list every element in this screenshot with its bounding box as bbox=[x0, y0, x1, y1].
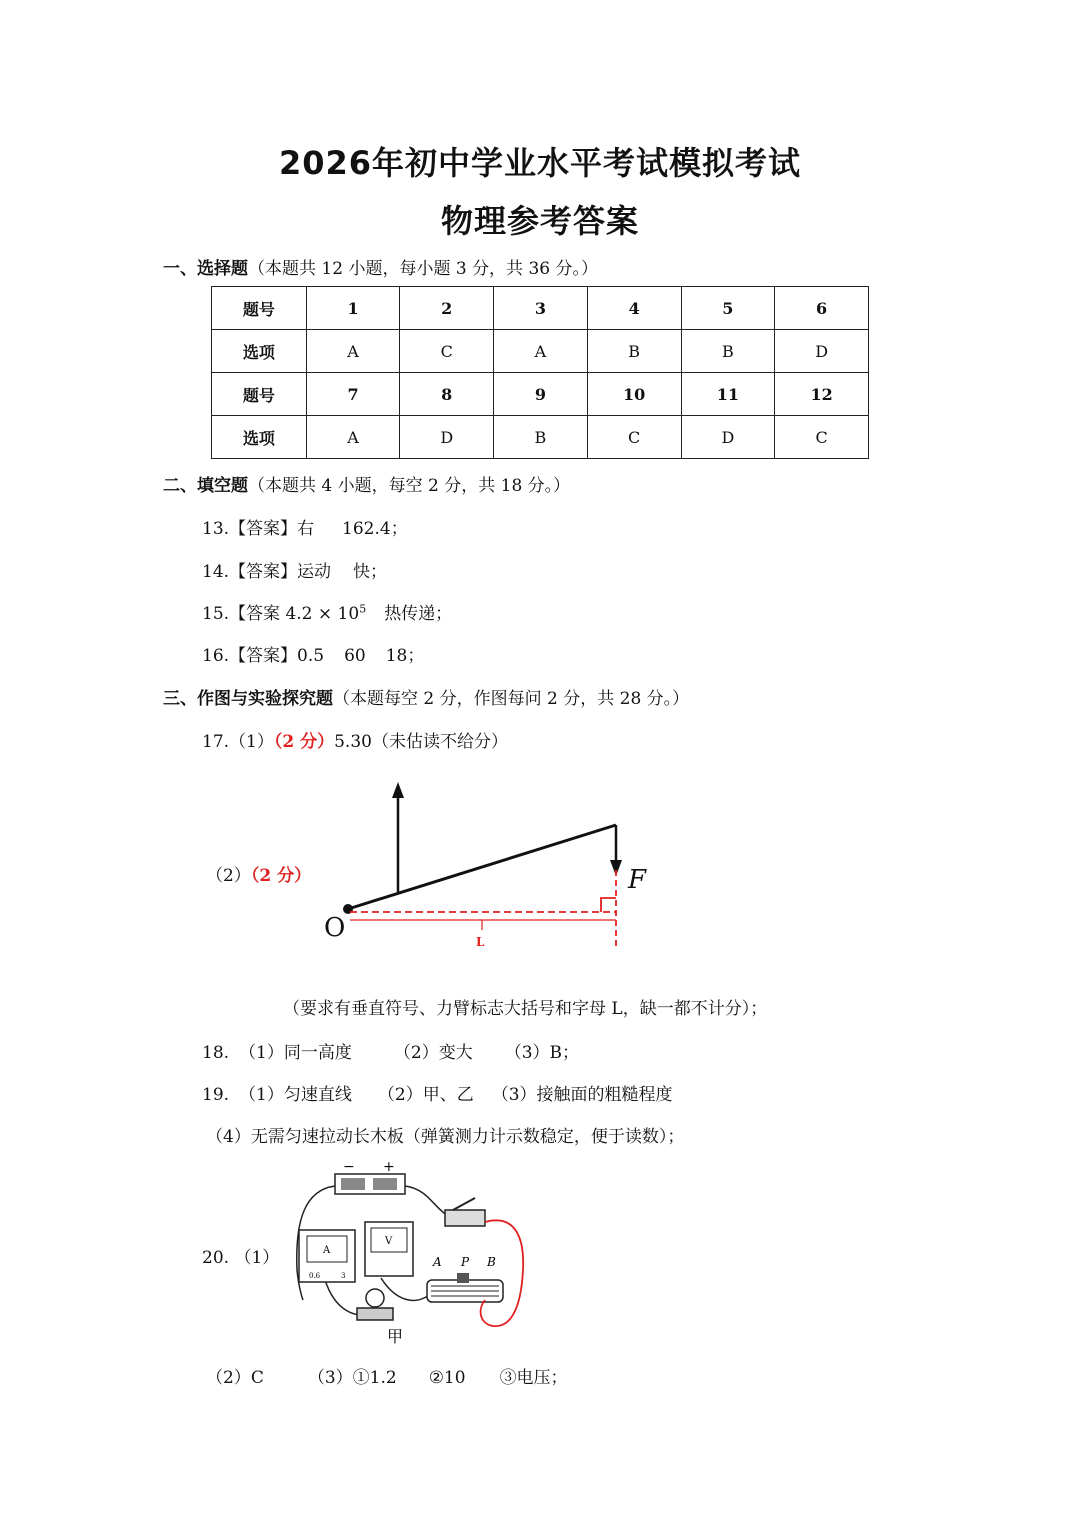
section-2-label: 二、填空题 bbox=[163, 476, 248, 496]
question-number: 10 bbox=[587, 373, 681, 416]
circuit-figure bbox=[285, 1160, 535, 1350]
table-row bbox=[212, 416, 869, 459]
answer-value: （3）①1.2 bbox=[307, 1368, 397, 1388]
question-number: 9 bbox=[494, 373, 588, 416]
section-1-heading bbox=[163, 254, 598, 279]
section-3-label: 三、作图与实验探究题 bbox=[163, 689, 333, 709]
answer-20-2-3 bbox=[206, 1363, 568, 1388]
answer-option: C bbox=[775, 416, 869, 459]
answer-13 bbox=[202, 514, 408, 539]
answer-15 bbox=[202, 599, 452, 624]
answer-value: （3）接触面的粗糙程度 bbox=[491, 1085, 673, 1105]
answer-value: 60 bbox=[344, 646, 366, 666]
question-number: 11 bbox=[681, 373, 775, 416]
answer-17-2 bbox=[206, 861, 311, 886]
switch-icon bbox=[445, 1210, 485, 1226]
answer-prefix: 15.【答案 bbox=[202, 604, 286, 624]
answer-value: 0.5 bbox=[297, 646, 325, 666]
answer-value: （1）同一高度 bbox=[239, 1043, 352, 1063]
rheostat-label-a: A bbox=[433, 1255, 442, 1269]
battery-cell bbox=[373, 1178, 397, 1190]
question-number: 1 bbox=[306, 287, 400, 330]
answer-value: 162.4； bbox=[342, 519, 408, 539]
page-title: 2026年初中学业水平考试模拟考试 bbox=[278, 144, 802, 182]
section-1-note: （本题共 12 小题，每小题 3 分，共 36 分。） bbox=[248, 259, 599, 279]
ammeter-scale: 3 bbox=[341, 1272, 346, 1280]
answer-value: ③电压； bbox=[499, 1368, 568, 1388]
score-note: （2 分） bbox=[250, 866, 312, 886]
answer-option: A bbox=[306, 330, 400, 373]
rheostat-label-b: B bbox=[487, 1255, 496, 1269]
bulb-icon bbox=[366, 1289, 384, 1307]
label-minus: − bbox=[343, 1160, 355, 1175]
answer-prefix: 13.【答案】 bbox=[202, 519, 298, 539]
rheostat-slider bbox=[457, 1273, 469, 1283]
answer-value: （2）甲、乙 bbox=[377, 1085, 474, 1105]
answer-17-1 bbox=[202, 727, 508, 752]
question-number: 18. bbox=[202, 1043, 230, 1063]
answer-17-requirement: （要求有垂直符号、力臂标志大括号和字母 L，缺一都不计分）； bbox=[283, 999, 768, 1019]
upward-arrowhead-icon bbox=[392, 782, 404, 798]
answer-value: （2）变大 bbox=[393, 1043, 473, 1063]
answer-value: 4.2 × 10 bbox=[285, 604, 360, 624]
answer-value: （3）B； bbox=[504, 1043, 580, 1063]
answer-prefix: 14.【答案】 bbox=[202, 562, 298, 582]
question-number: 12 bbox=[775, 373, 869, 416]
answer-option: D bbox=[400, 416, 494, 459]
answer-value: ②10 bbox=[428, 1368, 466, 1388]
answer-prefix: （2） bbox=[206, 866, 251, 886]
question-number: 4 bbox=[587, 287, 681, 330]
answer-19 bbox=[202, 1080, 673, 1105]
answer-prefix: 17.（1） bbox=[202, 732, 274, 752]
bulb-base bbox=[357, 1308, 393, 1320]
row-label: 题号 bbox=[212, 373, 307, 416]
section-3-note: （本题每空 2 分，作图每问 2 分，共 28 分。） bbox=[333, 689, 690, 709]
answer-option: D bbox=[775, 330, 869, 373]
rheostat-label-p: P bbox=[461, 1255, 470, 1269]
table-row bbox=[212, 330, 869, 373]
figure-caption: 甲 bbox=[387, 1327, 404, 1346]
answer-value: （1）匀速直线 bbox=[239, 1085, 352, 1105]
answer-wire bbox=[481, 1220, 524, 1326]
answer-option: C bbox=[587, 416, 681, 459]
answer-option: C bbox=[400, 330, 494, 373]
answer-option: A bbox=[494, 330, 588, 373]
section-2-heading bbox=[163, 471, 570, 496]
answer-option: B bbox=[681, 330, 775, 373]
voltmeter-label: V bbox=[385, 1236, 393, 1247]
answer-value: 运动 bbox=[297, 562, 332, 582]
row-label: 选项 bbox=[212, 416, 307, 459]
question-number: 7 bbox=[306, 373, 400, 416]
wire bbox=[381, 1278, 433, 1300]
question-number: 8 bbox=[400, 373, 494, 416]
battery-cell bbox=[341, 1178, 365, 1190]
row-label: 选项 bbox=[212, 330, 307, 373]
page-subtitle: 物理参考答案 bbox=[440, 202, 639, 240]
answer-value: （2）C bbox=[206, 1368, 264, 1388]
answer-18 bbox=[202, 1038, 579, 1063]
switch-lever bbox=[453, 1198, 475, 1210]
answer-option: B bbox=[494, 416, 588, 459]
answer-table bbox=[211, 286, 869, 459]
exponent: 5 bbox=[359, 602, 367, 616]
label-o: O bbox=[324, 913, 346, 943]
table-row bbox=[212, 373, 869, 416]
ammeter-label: A bbox=[323, 1245, 331, 1256]
ammeter-scale: 0.6 bbox=[309, 1272, 321, 1280]
label-plus: + bbox=[383, 1160, 395, 1175]
answer-value: 右 bbox=[297, 519, 315, 539]
question-number: 3 bbox=[494, 287, 588, 330]
answer-value: 热传递； bbox=[384, 604, 453, 624]
answer-value: 5.30（未估读不给分） bbox=[334, 732, 508, 752]
section-2-note: （本题共 4 小题，每空 2 分，共 18 分。） bbox=[248, 476, 571, 496]
table-row bbox=[212, 287, 869, 330]
answer-14 bbox=[202, 557, 387, 582]
row-label: 题号 bbox=[212, 287, 307, 330]
answer-option: D bbox=[681, 416, 775, 459]
question-number: 19. bbox=[202, 1085, 230, 1105]
answer-option: B bbox=[587, 330, 681, 373]
lever-bar bbox=[348, 825, 616, 909]
question-number: 6 bbox=[775, 287, 869, 330]
answer-value: 18； bbox=[385, 646, 425, 666]
answer-19-4: （4）无需匀速拉动长木板（弹簧测力计示数稳定，便于读数）； bbox=[206, 1127, 685, 1147]
answer-prefix: 16.【答案】 bbox=[202, 646, 298, 666]
label-f: F bbox=[628, 865, 647, 895]
question-number: 2 bbox=[400, 287, 494, 330]
question-number: 5 bbox=[681, 287, 775, 330]
score-note: （2 分） bbox=[273, 732, 335, 752]
answer-20-1: 20. （1） bbox=[202, 1248, 280, 1268]
section-3-heading bbox=[163, 684, 689, 709]
section-1-label: 一、选择题 bbox=[163, 259, 248, 279]
answer-16 bbox=[202, 641, 424, 666]
answer-value: 快； bbox=[353, 562, 388, 582]
label-l: L bbox=[476, 935, 485, 949]
right-angle-icon bbox=[601, 898, 616, 912]
answer-option: A bbox=[306, 416, 400, 459]
lever-diagram bbox=[320, 770, 660, 960]
